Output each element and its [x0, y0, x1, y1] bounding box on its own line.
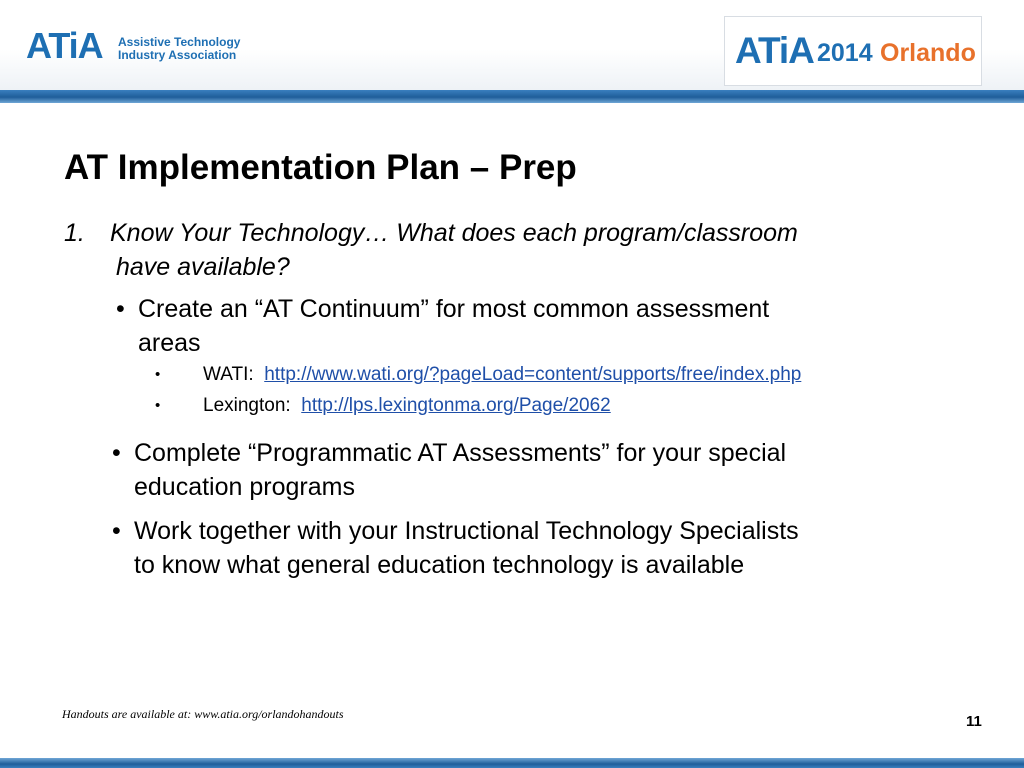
item-number: 1.	[64, 219, 85, 247]
item-text-line1: Know Your Technology… What does each program/classroom	[110, 219, 798, 247]
atia-logo-tagline-line2: Industry Association	[118, 48, 237, 62]
bullet-icon: •	[155, 366, 161, 383]
atia-logo-tagline	[118, 36, 240, 62]
bullet-icon: •	[116, 295, 125, 323]
atia-logo	[26, 24, 246, 76]
bullet-icon: •	[112, 517, 121, 545]
atia-logo-tagline-line1: Assistive Technology	[118, 35, 241, 49]
atia-2014-orlando-logo	[724, 16, 982, 86]
sub-item-label: Lexington:	[203, 395, 291, 416]
wati-link[interactable]: http://www.wati.org/?pageLoad=content/supports/free/index.php	[264, 364, 802, 385]
footer-divider	[0, 758, 1024, 768]
item-text-line2: have available?	[116, 253, 290, 281]
numbered-item-1	[64, 216, 994, 284]
conference-logo-city: Orlando	[880, 39, 976, 67]
bullet-icon: •	[155, 397, 161, 414]
conference-logo-year: 2014	[817, 39, 873, 67]
bullet-text-line2: education programs	[134, 473, 355, 501]
bullet-text-line1: Create an “AT Continuum” for most common assessment	[138, 295, 770, 323]
header-divider	[0, 90, 1024, 103]
slide-title: AT Implementation Plan – Prep	[64, 148, 577, 187]
bullet-text-line2: areas	[138, 329, 201, 357]
bullet-text-line1: Work together with your Instructional Technology Specialists	[134, 517, 799, 545]
bullet-text-line1: Complete “Programmatic AT Assessments” for your special	[134, 439, 787, 467]
bullet-icon: •	[112, 439, 121, 467]
page-number: 11	[966, 713, 982, 730]
lexington-link[interactable]: http://lps.lexingtonma.org/Page/2062	[301, 395, 611, 416]
handouts-note: Handouts are available at: www.atia.org/orlandohandouts	[62, 707, 344, 721]
conference-logo-mark: ATiA	[735, 30, 814, 71]
sub-item-label: WATI:	[203, 364, 254, 385]
atia-logo-mark: ATiA	[26, 25, 103, 66]
bullet-text-line2: to know what general education technology is available	[134, 551, 745, 579]
